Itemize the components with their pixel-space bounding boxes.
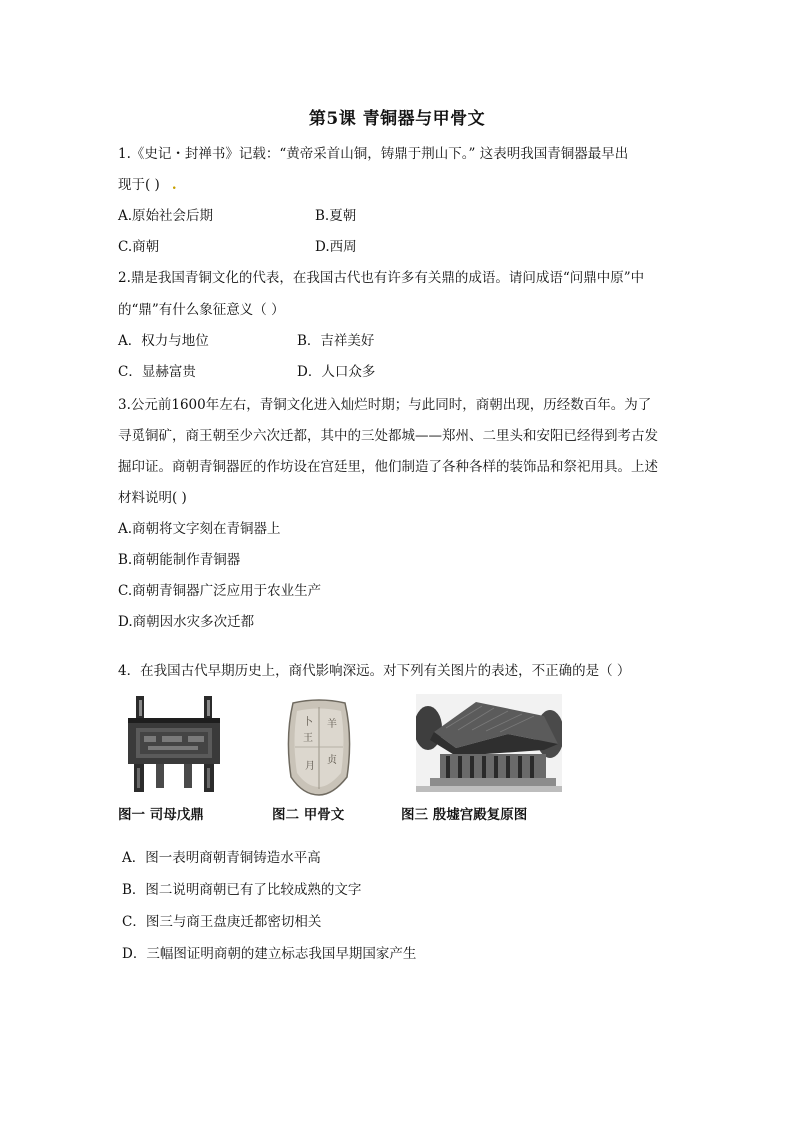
q3-stem-line1: 3.公元前1600年左右，青铜文化进入灿烂时期；与此同时，商朝出现，历经数百年。为了 [118,397,652,413]
oracle-bone-image [283,697,355,797]
q1-stem-line2 [118,176,177,194]
figure2-caption: 图二 甲骨文 [272,807,345,823]
q1-dot-mark: . [171,177,177,193]
figure1-caption: 图一 司母戊鼎 [118,807,204,823]
q2-option-d: D．人口众多 [297,364,376,380]
yinxu-palace-image [416,694,562,792]
q4-option-c: C．图三与商王盘庚迁都密切相关 [122,914,322,930]
q3-stem-line3: 掘印证。商朝青铜器匠的作坊设在宫廷里，他们制造了各种各样的装饰品和祭祀用具。上述 [118,459,658,475]
oracle-glyph-1: 卜 [303,717,313,728]
q3-option-d: D.商朝因水灾多次迁都 [118,614,255,630]
q4-option-d: D．三幅图证明商朝的建立标志我国早期国家产生 [122,946,417,962]
q3-stem-line4: 材料说明( ) [118,490,187,506]
q1-option-b: B.夏朝 [315,208,357,224]
q1-stem-line1: 1.《史记・封禅书》记载：“黄帝采首山铜，铸鼎于荆山下。” 这表明我国青铜器最早出 [118,146,629,162]
q3-option-b: B.商朝能制作青铜器 [118,552,241,568]
simuwu-ding-image [118,692,228,796]
q1-stem-line2-text: 现于( ) [118,177,160,193]
oracle-glyph-3: 王 [303,733,313,744]
q2-option-b: B．吉祥美好 [297,333,375,349]
q2-option-a: A．权力与地位 [118,333,209,349]
q4-option-a: A．图一表明商朝青铜铸造水平高 [122,850,321,866]
figure3-caption: 图三 殷墟宫殿复原图 [401,807,528,823]
q4-stem: 4．在我国古代早期历史上，商代影响深远。对下列有关图片的表述，不正确的是（ ） [118,663,631,679]
oracle-glyph-2: 羊 [327,719,337,730]
q1-option-a: A.原始社会后期 [118,208,214,224]
q1-option-d: D.西周 [315,239,357,255]
oracle-glyph-4: 贞 [327,755,337,766]
q3-option-c: C.商朝青铜器广泛应用于农业生产 [118,583,322,599]
lesson-title: 第5课 青铜器与甲骨文 [308,109,486,129]
q1-option-c: C.商朝 [118,239,160,255]
q4-option-b: B．图二说明商朝已有了比较成熟的文字 [122,882,362,898]
q3-option-a: A.商朝将文字刻在青铜器上 [118,521,281,537]
oracle-glyph-5: 月 [305,761,315,772]
q2-stem-line1: 2.鼎是我国青铜文化的代表，在我国古代也有许多有关鼎的成语。请问成语“问鼎中原”中 [118,270,645,286]
q3-stem-line2: 寻觅铜矿，商王朝至少六次迁都，其中的三处都城——郑州、二里头和安阳已经得到考古发 [118,428,658,444]
q2-stem-line2: 的“鼎”有什么象征意义（ ） [118,302,285,318]
q2-option-c: C．显赫富贵 [118,364,196,380]
